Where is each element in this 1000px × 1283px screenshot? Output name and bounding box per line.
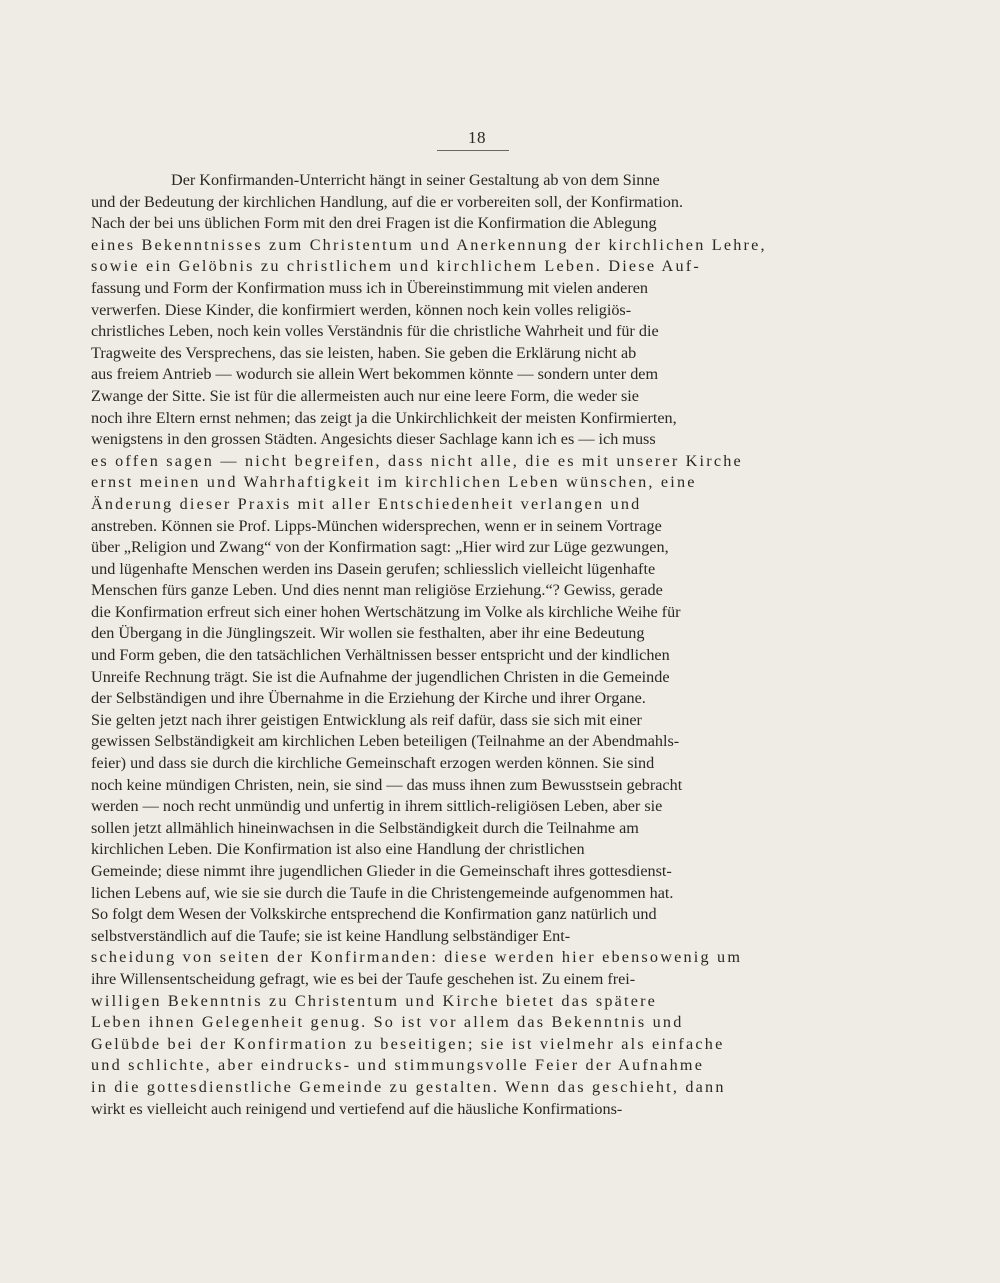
text-line: wirkt es vielleicht auch reinigend und vertiefend auf die häusliche Konfirmations-: [91, 1099, 623, 1118]
text-line: fassung und Form der Konfirmation muss ich in Übereinstimmung mit vielen anderen: [91, 278, 649, 297]
text-line: Zwange der Sitte. Sie ist für die allermeisten auch nur eine leere Form, die weder sie: [91, 386, 639, 405]
text-line: sollen jetzt allmählich hineinwachsen in die Selbständigkeit durch die Teilnahme am: [91, 818, 639, 837]
text-line: und schlichte, aber eindrucks- und stimmungsvolle Feier der Aufnahme: [91, 1056, 705, 1075]
text-line: in die gottesdienstliche Gemeinde zu gestalten. Wenn das geschieht, dann: [91, 1077, 726, 1096]
body-paragraph: [91, 170, 868, 1120]
text-line: Der Konfirmanden-Unterricht hängt in seiner Gestaltung ab von dem Sinne: [171, 171, 660, 189]
text-line: sowie ein Gelöbnis zu christlichem und kirchlichem Leben. Diese Auf-: [91, 257, 701, 276]
text-line: verwerfen. Diese Kinder, die konfirmiert werden, können noch kein volles religiös-: [91, 300, 632, 319]
text-line: über „Religion und Zwang“ von der Konfirmation sagt: „Hier wird zur Lüge gezwungen,: [91, 538, 669, 557]
text-line: Gemeinde; diese nimmt ihre jugendlichen Glieder in die Gemeinschaft ihres gottesdienst-: [91, 862, 672, 880]
text-line: wenigstens in den grossen Städten. Angesichts dieser Sachlage kann ich es — ich muss: [91, 430, 656, 449]
text-line: noch keine mündigen Christen, nein, sie sind — das muss ihnen zum Bewusstsein gebracht: [91, 775, 683, 794]
text-line: selbstverständlich auf die Taufe; sie ist keine Handlung selbständiger Ent-: [91, 926, 571, 945]
text-line: ihre Willensentscheidung gefragt, wie es bei der Taufe geschehen ist. Zu einem frei-: [91, 969, 636, 988]
text-line: eines Bekenntnisses zum Christentum und Anerkennung der kirchlichen Lehre,: [91, 235, 767, 254]
text-line: Sie gelten jetzt nach ihrer geistigen Entwicklung als reif dafür, dass sie sich mit einer: [91, 710, 642, 729]
text-line: Änderung dieser Praxis mit aller Entschiedenheit verlangen und: [91, 494, 642, 513]
text-line: Gelübde bei der Konfirmation zu beseitigen; sie ist vielmehr als einfache: [91, 1034, 725, 1053]
page-number: 18: [468, 128, 486, 147]
text-line: christliches Leben, noch kein volles Verständnis für die christliche Wahrheit und für die: [91, 322, 659, 341]
text-line: scheidung von seiten der Konfirmanden: diese werden hier ebensowenig um: [91, 948, 743, 967]
text-line: Menschen fürs ganze Leben. Und dies nennt man religiöse Erziehung.“? Gewiss, gerade: [91, 581, 663, 600]
text-line: gewissen Selbständigkeit am kirchlichen Leben beteiligen (Teilnahme an der Abendmahls-: [91, 732, 680, 751]
page-number-rule: [437, 150, 509, 151]
text-line: die Konfirmation erfreut sich einer hohen Wertschätzung im Volke als kirchliche Weihe für: [91, 602, 681, 621]
text-line: und Form geben, die den tatsächlichen Verhältnissen besser entspricht und der kindlichen: [91, 646, 670, 665]
text-line: So folgt dem Wesen der Volkskirche entsprechend die Konfirmation ganz natürlich und: [91, 905, 657, 924]
text-line: werden — noch recht unmündig und unfertig in ihrem sittlich-religiösen Leben, aber sie: [91, 797, 663, 816]
text-line: lichen Lebens auf, wie sie sie durch die Taufe in die Christengemeinde aufgenommen hat.: [91, 883, 674, 902]
text-line: anstreben. Können sie Prof. Lipps-München widersprechen, wenn er in seinem Vortrage: [91, 516, 662, 535]
text-line: Nach der bei uns üblichen Form mit den drei Fragen ist die Konfirmation die Ablegung: [91, 214, 657, 233]
text-line: ernst meinen und Wahrhaftigkeit im kirchlichen Leben wünschen, eine: [91, 473, 697, 492]
text-line: Leben ihnen Gelegenheit genug. So ist vor allem das Bekenntnis und: [91, 1013, 684, 1032]
text-line: es offen sagen — nicht begreifen, dass nicht alle, die es mit unserer Kirche: [91, 451, 743, 470]
text-line: feier) und dass sie durch die kirchliche Gemeinschaft erzogen werden können. Sie sind: [91, 754, 655, 773]
text-line: willigen Bekenntnis zu Christentum und Kirche bietet das spätere: [91, 991, 658, 1010]
text-line: und lügenhafte Menschen werden ins Dasein gerufen; schliesslich vielleicht lügenhafte: [91, 559, 656, 578]
text-line: Tragweite des Versprechens, das sie leisten, haben. Sie geben die Erklärung nicht ab: [91, 343, 637, 362]
text-line: aus freiem Antrieb — wodurch sie allein Wert bekommen könnte — sondern unter dem: [91, 365, 659, 384]
text-line: kirchlichen Leben. Die Konfirmation ist also eine Handlung der christlichen: [91, 840, 585, 859]
text-line: Unreife Rechnung trägt. Sie ist die Aufnahme der jugendlichen Christen in die Gemeinde: [91, 667, 670, 686]
text-line: noch ihre Eltern ernst nehmen; das zeigt ja die Unkirchlichkeit der meisten Konfirmierten,: [91, 408, 677, 427]
text-line: und der Bedeutung der kirchlichen Handlung, auf die er vorbereiten soll, der Konfirmation.: [91, 192, 684, 211]
text-line: den Übergang in die Jünglingszeit. Wir wollen sie festhalten, aber ihr eine Bedeutung: [91, 624, 645, 643]
text-line: der Selbständigen und ihre Übernahme in die Erziehung der Kirche und ihrer Organe.: [91, 689, 646, 708]
